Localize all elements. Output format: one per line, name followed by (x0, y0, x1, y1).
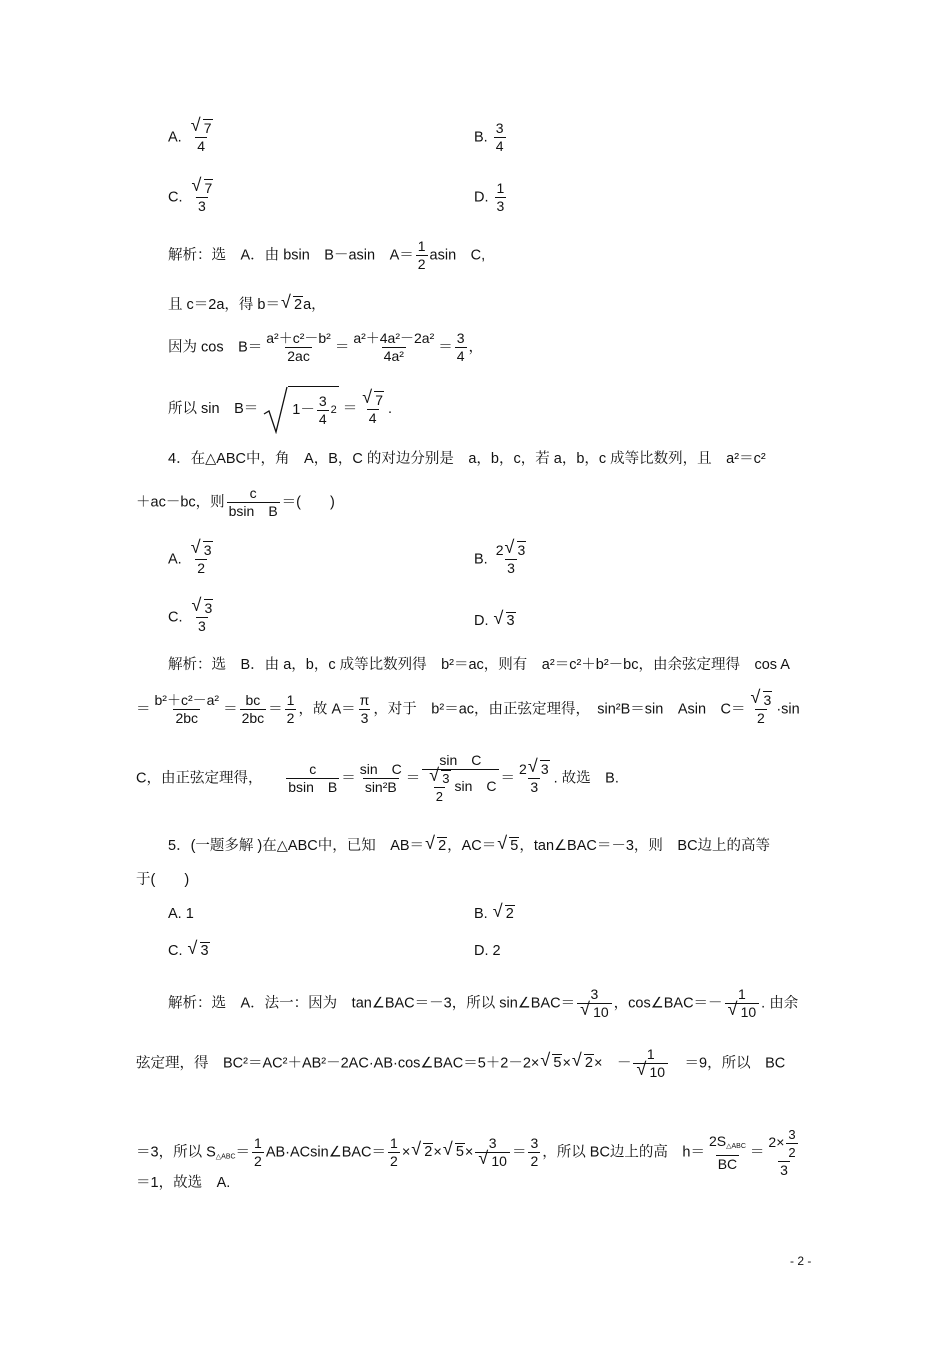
q5-solution-line1: 解析：选 A．法一：因为 tan∠BAC＝－3，所以 sin∠BAC＝ 3 √ 10 ，cos∠BAC＝－ 1 √ 10 . 由余 (168, 986, 798, 1021)
q4-solution-line3: C，由正弦定理得， $\frac{c}{\text{bsin B}}$ ＝ $\frac{\text{sin C}}{\text{sin²B}}$ ＝ sin C √ $\frac{3}{2}$ sin C ＝ $\frac{2√ 3}{3}$ . 故选 B. (136, 752, 619, 805)
q4-stem-line2: ＋ac－bc，则 $\frac{c}{\text{bsin B}}$ ＝( ) (136, 485, 335, 519)
page-number: - 2 - (790, 1254, 812, 1268)
q5-option-a: A. 1 (168, 906, 194, 922)
q4-solution-line1: 解析：选 B．由 a，b，c 成等比数列得 b²＝ac，则有 a²＝c²＋b²－bc，由余弦定理得 cos A (168, 657, 790, 673)
q3-option-a (168, 120, 217, 155)
q4-option-d: D. √ 3 (474, 612, 516, 630)
q3-solution-line4: 所以 sin B＝ 1－ $\frac{3}{4}$ 2 ＝ √ $\frac{7}{4}$ . (168, 386, 392, 432)
q4-option-c: C. √ $\frac{3}{3}$ (168, 600, 217, 635)
option-label: D. (474, 189, 489, 206)
q5-option-c: C. √ 3 (168, 942, 210, 960)
q5-solution-line4: ＝1，故选 A. (136, 1175, 231, 1191)
q3-option-d (474, 180, 508, 215)
option-label: C. (168, 189, 183, 206)
fraction: $\frac{1}{3}$ (496, 180, 505, 214)
q5-stem-line1: 5．(一题多解 )在△ABC中，已知 AB＝√ 2，AC＝√ 5，tan∠BAC＝－3，则 BC边上的高等 (168, 837, 770, 855)
q3-option-b (474, 120, 508, 155)
fraction: √ $\frac{7}{4}$ (188, 120, 215, 155)
fraction: √ $\frac{7}{3}$ (189, 180, 216, 215)
q4-solution-line2: ＝ $\frac{\text{b²＋c²－a²}}{2bc}$ ＝ $\frac{bc}{2bc}$ ＝ $\frac{1}{2}$ ，故 A＝ $\frac{\pi}{3}$ ，对于 b²＝ac，由正弦定理得， sin²B＝sin Asin C＝ √ $\frac{3}{2}$ ·sin (136, 692, 800, 727)
q5-option-b: B. √ 2 (474, 905, 515, 923)
q3-solution-line2: 且 c＝2a，得 b＝√ 2a， (168, 296, 326, 314)
q4-stem-line1: 4．在△ABC中，角 A，B，C 的对边分别是 a，b，c，若 a，b，c 成等比数列，且 a²＝c² (168, 451, 766, 467)
option-label: B. (474, 129, 488, 146)
q5-solution-line2: 弦定理，得 BC²＝AC²＋AB²－2AC·AB·cos∠BAC＝5＋2－2×√ 5×√ 2× － 1 √ 10 ＝9，所以 BC (136, 1046, 785, 1081)
option-label: A. (168, 129, 182, 146)
q4-option-a: A. √ $\frac{3}{2}$ (168, 542, 217, 577)
big-sqrt: 1－ $\frac{3}{4}$ 2 (262, 386, 339, 432)
q5-stem-line2: 于( ) (136, 872, 190, 888)
fraction: $\frac{3}{4}$ (495, 120, 504, 154)
q3-solution-line3: 因为 cos B＝ $\frac{\text{a²＋c²－b²}}{2ac}$ ＝ $\frac{\text{a²＋4a²－2a²}}{\text{4a²}}$ ＝ $\frac{3}{4}$ ， (168, 330, 484, 364)
q5-option-d: D. 2 (474, 943, 501, 959)
q3-option-c (168, 180, 217, 215)
q5-solution-line3: ＝3，所以 $S_{\triangle ABC}=$ $\frac{1}{2}$ AB·ACsin∠BAC＝ $\frac{1}{2}$ ×√ 2×√ 5× 3 √ 10 ＝ $\frac{3}{2}$ ，所以 BC边上的高 h＝ $\frac{2S_{\triangle ABC}}{BC}$ ＝ 2× $\frac{3}{2}$ 3 (136, 1126, 804, 1179)
q3-solution-line1: 解析：选 A．由 bsin B－asin A＝ $\frac{1}{2}$ asin C, (168, 238, 486, 272)
q4-option-b: B. $\frac{2√ 3}{3}$ (474, 542, 530, 577)
